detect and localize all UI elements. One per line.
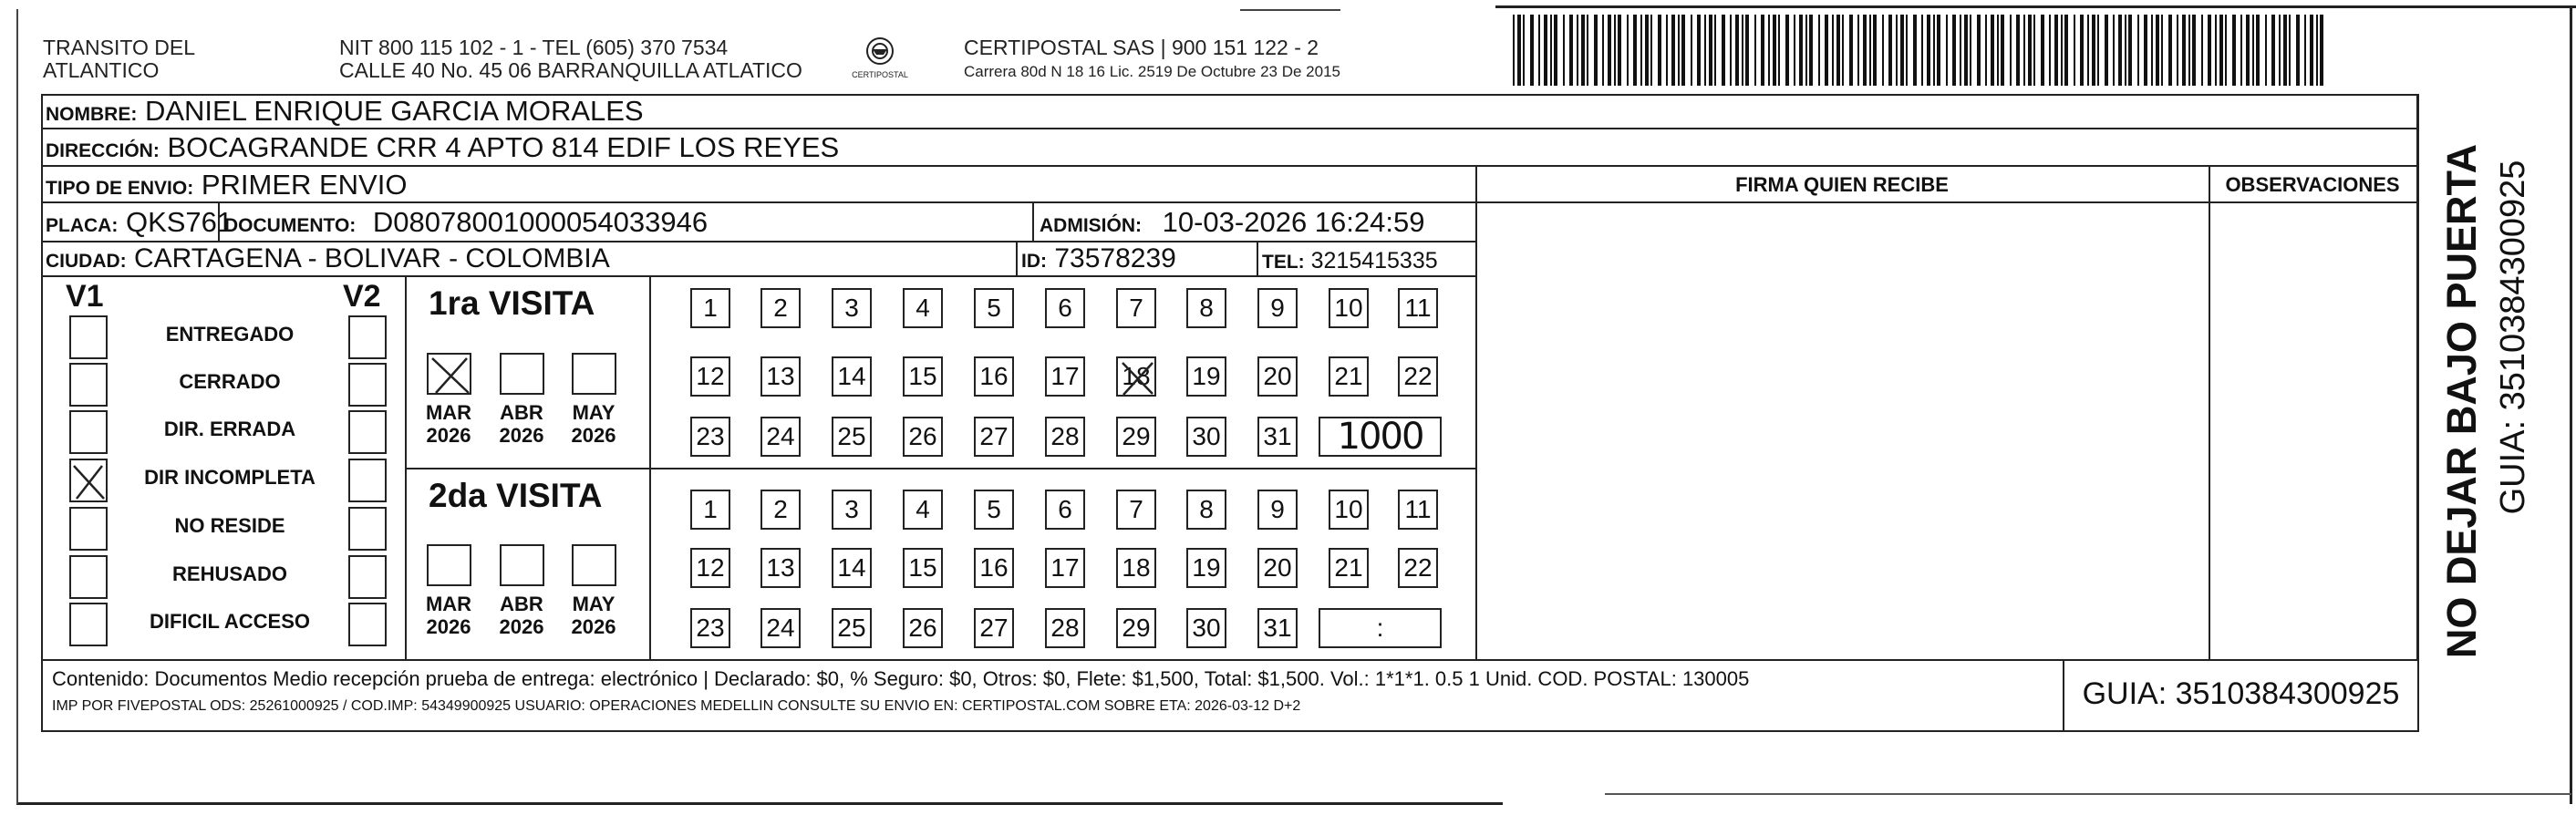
- barcode-bar: [1900, 15, 1904, 86]
- barcode-bar: [2240, 15, 2242, 86]
- direccion-label: DIRECCIÓN:: [46, 140, 160, 161]
- barcode-bar: [2144, 15, 2147, 86]
- barcode-bar: [1937, 15, 1940, 86]
- day-box[interactable]: 5: [974, 288, 1014, 328]
- tipo-value: PRIMER ENVIO: [201, 169, 408, 201]
- tel-field: [1262, 245, 1438, 278]
- barcode-bar: [1530, 15, 1534, 86]
- month-checkbox[interactable]: [427, 544, 471, 586]
- barcode-bar: [2201, 15, 2203, 86]
- side-guia: GUIA: 3510384300925: [2494, 160, 2532, 515]
- footer-guia: GUIA: 3510384300925: [2082, 676, 2400, 711]
- barcode-bar: [2161, 15, 2163, 86]
- barcode-bar: [2010, 15, 2012, 86]
- barcode-bar: [1671, 15, 1675, 86]
- barcode-bar: [1742, 15, 1743, 86]
- tipo-label: TIPO DE ENVIO:: [46, 178, 194, 199]
- placa-value: QKS761: [125, 206, 233, 238]
- day-box[interactable]: 27: [974, 608, 1014, 648]
- barcode-bar: [1722, 15, 1725, 86]
- tel-value: 3215415335: [1310, 248, 1438, 273]
- tel-label: TEL:: [1262, 252, 1305, 273]
- documento-label: DOCUMENTO:: [224, 215, 357, 236]
- barcode-bar: [1577, 15, 1578, 86]
- day-box[interactable]: 31: [1257, 608, 1298, 648]
- day-box[interactable]: 8: [1186, 490, 1226, 530]
- observations-divider: [2209, 165, 2210, 659]
- admision-divider: [1032, 201, 1034, 241]
- day-box[interactable]: 5: [974, 490, 1014, 530]
- id-divider: [1016, 241, 1018, 275]
- day-box[interactable]: 22: [1398, 548, 1438, 588]
- barcode-bar: [1697, 15, 1701, 86]
- barcode-bar: [1825, 15, 1828, 86]
- day-box[interactable]: 23: [690, 608, 730, 648]
- barcode-bar: [2049, 15, 2051, 86]
- svg-text:CERTIPOSTAL: CERTIPOSTAL: [852, 70, 908, 79]
- barcode-bar: [1960, 15, 1961, 86]
- day-box[interactable]: 13: [760, 356, 801, 397]
- scan-edge-top: [1495, 5, 2576, 8]
- month-label: MAR 2026: [425, 593, 472, 638]
- tipo-row: [46, 170, 407, 204]
- carrier-line: CERTIPOSTAL SAS | 900 151 122 - 2: [964, 36, 1319, 59]
- month-checkbox[interactable]: [500, 353, 544, 395]
- barcode-bar: [2001, 15, 2004, 86]
- barcode-bar: [1946, 15, 1948, 86]
- day-box[interactable]: 28: [1045, 417, 1085, 457]
- barcode-bar: [1836, 15, 1840, 86]
- day-box[interactable]: 10: [1329, 288, 1369, 328]
- barcode-bar: [1913, 15, 1917, 86]
- barcode-bar: [2246, 15, 2250, 86]
- barcode-bar: [1805, 15, 1807, 86]
- v2-checkbox[interactable]: [348, 507, 387, 551]
- nombre-row: [46, 96, 644, 130]
- month-label: MAY 2026: [571, 401, 616, 447]
- barcode-bar: [1768, 15, 1770, 86]
- barcode-bar: [2061, 15, 2063, 86]
- scan-edge-right: [2570, 5, 2572, 804]
- day-box[interactable]: 1: [690, 288, 730, 328]
- scan-edge-bottom-right: [1605, 793, 2571, 795]
- day-box[interactable]: 9: [1257, 490, 1298, 530]
- barcode-bar: [2188, 15, 2190, 86]
- day-box[interactable]: 30: [1186, 608, 1226, 648]
- barcode-bar: [1933, 15, 1935, 86]
- day-box[interactable]: 17: [1045, 356, 1085, 397]
- month-checkbox[interactable]: [500, 544, 544, 586]
- status-option-label: DIR. ERRADA: [163, 418, 296, 440]
- v1-checkbox[interactable]: [69, 603, 108, 646]
- barcode-bar: [2252, 15, 2254, 86]
- barcode-bar: [2033, 15, 2035, 86]
- barcode-bar: [1691, 15, 1692, 86]
- company-name-line1: TRANSITO DEL: [43, 36, 195, 59]
- barcode-bar: [2289, 15, 2291, 86]
- day-box[interactable]: 8: [1186, 288, 1226, 328]
- month-label: MAY 2026: [571, 593, 616, 638]
- nombre-value: DANIEL ENRIQUE GARCIA MORALES: [144, 95, 644, 127]
- day-box[interactable]: 14: [832, 548, 872, 588]
- day-box[interactable]: 31: [1257, 417, 1298, 457]
- status-option-label: ENTREGADO: [165, 323, 295, 346]
- barcode-bar: [2304, 15, 2306, 86]
- barcode-bar: [1863, 15, 1867, 86]
- admision-field: [1040, 207, 1424, 242]
- status-option-label: CERRADO: [179, 370, 281, 393]
- v2-checkbox[interactable]: [348, 603, 387, 646]
- barcode-bar: [1857, 15, 1859, 86]
- day-box[interactable]: 25: [832, 608, 872, 648]
- day-box[interactable]: 3: [832, 288, 872, 328]
- status-option-label: NO RESIDE: [174, 514, 285, 537]
- status-option-label: REHUSADO: [172, 562, 287, 585]
- ciudad-field: [46, 243, 610, 277]
- barcode-bar: [2064, 15, 2068, 86]
- barcode-bar: [1666, 15, 1668, 86]
- barcode-bar: [1627, 15, 1629, 86]
- barcode-bar: [1794, 15, 1795, 86]
- nombre-label: NOMBRE:: [46, 104, 138, 125]
- barcode-bar: [2080, 15, 2084, 86]
- month-checkbox[interactable]: [572, 353, 616, 395]
- barcode-bar: [1799, 15, 1803, 86]
- barcode-bar: [1818, 15, 1820, 86]
- barcode-bar: [1563, 15, 1565, 86]
- barcode-bar: [1614, 15, 1616, 86]
- day-box[interactable]: 18: [1116, 548, 1156, 588]
- admision-value: 10-03-2026 16:24:59: [1162, 206, 1425, 238]
- barcode-bar: [1678, 15, 1680, 86]
- barcode-bar: [2320, 15, 2323, 86]
- day-box[interactable]: 11: [1398, 490, 1438, 530]
- barcode-bar: [2208, 15, 2211, 86]
- barcode-bar: [1754, 15, 1756, 86]
- v1-checkbox[interactable]: [69, 410, 108, 454]
- barcode-bar: [1985, 15, 1987, 86]
- visit-separator: [405, 468, 1477, 469]
- barcode-bar: [1785, 15, 1789, 86]
- barcode-bar: [1650, 15, 1652, 86]
- barcode-bar: [2283, 15, 2287, 86]
- day-box[interactable]: 28: [1045, 608, 1085, 648]
- barcode-bar: [1921, 15, 1923, 86]
- v1-checkbox[interactable]: [69, 555, 108, 599]
- status-option-label: DIR INCOMPLETA: [144, 466, 316, 489]
- barcode-bar: [1544, 15, 1547, 86]
- day-box[interactable]: 1: [690, 490, 730, 530]
- barcode-bar: [2296, 15, 2300, 86]
- company-name-line2: ATLANTICO: [43, 58, 160, 82]
- barcode-bar: [2265, 15, 2267, 86]
- v1-header: V1: [66, 279, 104, 314]
- day-box[interactable]: 16: [974, 356, 1014, 397]
- month-label: ABR 2026: [499, 593, 544, 638]
- day-box[interactable]: 15: [903, 356, 943, 397]
- footer-contenido: Contenido: Documentos Medio recepción prueba de entrega: electrónico | Declarado: $0, % Seguro: $0, Otros: $0, Flete: $1,500, Total: $1,500. Vol.: 1*1*1. 0.5 1 Unid. COD. POSTAL: 130005: [52, 667, 1750, 690]
- barcode-bar: [1581, 15, 1585, 86]
- day-box[interactable]: 20: [1257, 356, 1298, 397]
- barcode-bar: [2041, 15, 2044, 86]
- barcode-bar: [2087, 15, 2089, 86]
- barcode-bar: [1832, 15, 1834, 86]
- day-box[interactable]: 9: [1257, 288, 1298, 328]
- barcode-bar: [2279, 15, 2281, 86]
- v2-checkbox[interactable]: [348, 363, 387, 407]
- barcode-bar: [1709, 15, 1712, 86]
- barcode-bar: [1602, 15, 1604, 86]
- v2-checkbox[interactable]: [348, 459, 387, 502]
- day-box[interactable]: 14: [832, 356, 872, 397]
- barcode-bar: [1569, 15, 1573, 86]
- day-box[interactable]: 4: [903, 490, 943, 530]
- day-box[interactable]: 21: [1329, 356, 1369, 397]
- carrier-sub: Carrera 80d N 18 16 Lic. 2519 De Octubre 23 De 2015: [964, 63, 1340, 80]
- placa-field: [46, 207, 233, 242]
- v1-checkbox[interactable]: [69, 315, 108, 359]
- day-box[interactable]: 19: [1186, 548, 1226, 588]
- scan-edge-left: [16, 9, 18, 804]
- day-box[interactable]: 12: [690, 548, 730, 588]
- day-box[interactable]: 13: [760, 548, 801, 588]
- day-box[interactable]: 2: [760, 490, 801, 530]
- day-box[interactable]: 24: [760, 608, 801, 648]
- barcode-bar: [1681, 15, 1685, 86]
- barcode-bar: [1906, 15, 1908, 86]
- barcode-bar: [1970, 15, 1971, 86]
- barcode-bar: [2028, 15, 2032, 86]
- barcode-bar: [2074, 15, 2075, 86]
- barcode-bar: [1882, 15, 1884, 86]
- barcode-bar: [1888, 15, 1892, 86]
- side-no-dejar: NO DEJAR BAJO PUERTA: [2438, 143, 2485, 659]
- barcode-bar: [2182, 15, 2186, 86]
- day-box[interactable]: 12: [690, 356, 730, 397]
- barcode-bar: [1608, 15, 1611, 86]
- barcode-bar: [1587, 15, 1588, 86]
- barcode-bar: [2192, 15, 2196, 86]
- barcode-bar: [2097, 15, 2099, 86]
- barcode-bar: [1618, 15, 1621, 86]
- barcode-bar: [1645, 15, 1649, 86]
- scan-edge-bottom: [16, 802, 1503, 805]
- day-box[interactable]: 24: [760, 417, 801, 457]
- certipostal-logo: [843, 36, 916, 81]
- day-box[interactable]: 6: [1045, 490, 1085, 530]
- barcode-bar: [2092, 15, 2095, 86]
- barcode-bar: [1550, 15, 1552, 86]
- ciudad-value: CARTAGENA - BOLIVAR - COLOMBIA: [134, 243, 610, 273]
- day-box[interactable]: 23: [690, 417, 730, 457]
- status-divider: [405, 275, 407, 659]
- direccion-value: BOCAGRANDE CRR 4 APTO 814 EDIF LOS REYES: [167, 131, 840, 163]
- barcode-bar: [2219, 15, 2223, 86]
- day-box[interactable]: 29: [1116, 608, 1156, 648]
- day-box[interactable]: 29: [1116, 417, 1156, 457]
- observaciones-label: OBSERVACIONES: [2225, 173, 2400, 196]
- month-label: ABR 2026: [499, 401, 544, 447]
- tel-divider: [1257, 241, 1258, 275]
- placa-label: PLACA:: [46, 215, 119, 236]
- id-label: ID:: [1021, 251, 1047, 272]
- day-box[interactable]: 15: [903, 548, 943, 588]
- day-box[interactable]: 11: [1398, 288, 1438, 328]
- barcode-bar: [2125, 15, 2126, 86]
- barcode-bar: [1869, 15, 1871, 86]
- nit-line: NIT 800 115 102 - 1 - TEL (605) 370 7534: [339, 36, 729, 59]
- id-field: [1021, 243, 1176, 277]
- month-checkbox[interactable]: [427, 353, 471, 395]
- barcode-bar: [2113, 15, 2115, 86]
- barcode-bar: [1952, 15, 1956, 86]
- barcode-bar: [1714, 15, 1716, 86]
- right-border-inner: [2416, 94, 2418, 659]
- day-box[interactable]: 2: [760, 288, 801, 328]
- day-box[interactable]: 10: [1329, 490, 1369, 530]
- firma-label: FIRMA QUIEN RECIBE: [1735, 173, 1949, 196]
- v1-checkbox[interactable]: [69, 363, 108, 407]
- company-name: [43, 36, 195, 82]
- time-box-second[interactable]: :: [1319, 608, 1442, 648]
- barcode-bar: [2054, 15, 2058, 86]
- id-value: 73578239: [1054, 243, 1176, 273]
- barcode-bar: [1730, 15, 1732, 86]
- month-checkbox[interactable]: [572, 544, 616, 586]
- barcode-bar: [2105, 15, 2108, 86]
- day-box[interactable]: 26: [903, 608, 943, 648]
- day-box[interactable]: 4: [903, 288, 943, 328]
- sender-info: [339, 36, 802, 82]
- barcode-bar: [2151, 15, 2153, 86]
- v2-header: V2: [343, 279, 381, 314]
- direccion-row: [46, 132, 839, 167]
- barcode-bar: [2256, 15, 2260, 86]
- barcode-bar: [1761, 15, 1764, 86]
- barcode-bar: [2168, 15, 2172, 86]
- barcode-bar: [1997, 15, 1999, 86]
- barcode-bar: [2310, 15, 2313, 86]
- barcode-bar: [1658, 15, 1661, 86]
- carrier-info: [964, 36, 1340, 80]
- scan-mark: [1240, 9, 1340, 11]
- footer-imp: IMP POR FIVEPOSTAL ODS: 25261000925 / COD.IMP: 54349900925 USUARIO: OPERACIONES MEDELLIN CONSULTE SU ENVIO EN: CERTIPOSTAL.COM SOBRE ETA: 2026-03-12 D+2: [52, 698, 1301, 714]
- barcode-bar: [2156, 15, 2159, 86]
- first-visit-label: 1ra VISITA: [429, 284, 595, 322]
- barcode-bar: [1842, 15, 1844, 86]
- ciudad-label: CIUDAD:: [46, 251, 127, 272]
- day-box[interactable]: 22: [1398, 356, 1438, 397]
- v1-checkbox[interactable]: [69, 507, 108, 551]
- day-box[interactable]: 18: [1116, 356, 1156, 397]
- barcode-bar: [1991, 15, 1994, 86]
- time-box-first[interactable]: 1000: [1319, 417, 1442, 457]
- barcode-bar: [1977, 15, 1981, 86]
- v2-checkbox[interactable]: [348, 315, 387, 359]
- barcode-bar: [2118, 15, 2122, 86]
- barcode-bar: [1538, 15, 1540, 86]
- barcode-bar: [1640, 15, 1642, 86]
- month-label: MAR 2026: [425, 401, 472, 447]
- barcode-bar: [2128, 15, 2132, 86]
- v1-checkbox[interactable]: [69, 459, 108, 502]
- day-box[interactable]: 6: [1045, 288, 1085, 328]
- barcode-bar: [1594, 15, 1598, 86]
- day-box[interactable]: 20: [1257, 548, 1298, 588]
- day-box[interactable]: 25: [832, 417, 872, 457]
- barcode: [1509, 11, 2330, 88]
- day-box[interactable]: 27: [974, 417, 1014, 457]
- barcode-bar: [1927, 15, 1930, 86]
- barcode-bar: [2232, 15, 2236, 86]
- day-box[interactable]: 16: [974, 548, 1014, 588]
- barcode-bar: [1513, 15, 1515, 86]
- barcode-bar: [1633, 15, 1637, 86]
- barcode-bar: [2016, 15, 2020, 86]
- day-box[interactable]: 30: [1186, 417, 1226, 457]
- barcode-bar: [1517, 15, 1521, 86]
- v2-checkbox[interactable]: [348, 555, 387, 599]
- barcode-bar: [2271, 15, 2275, 86]
- barcode-bar: [1778, 15, 1780, 86]
- second-visit-label: 2da VISITA: [429, 477, 603, 514]
- barcode-bar: [1773, 15, 1776, 86]
- barcode-bar: [1523, 15, 1525, 86]
- documento-value: D08078001000054033946: [372, 206, 709, 238]
- barcode-bar: [1554, 15, 1557, 86]
- barcode-bar: [2225, 15, 2227, 86]
- documento-field: [224, 207, 708, 242]
- barcode-bar: [1745, 15, 1749, 86]
- barcode-bar: [2023, 15, 2025, 86]
- day-box[interactable]: 7: [1116, 490, 1156, 530]
- day-box[interactable]: 21: [1329, 548, 1369, 588]
- status-option-label: DIFICIL ACCESO: [149, 610, 310, 633]
- day-box[interactable]: 3: [832, 490, 872, 530]
- sender-address-line: CALLE 40 No. 45 06 BARRANQUILLA ATLATICO: [339, 58, 802, 82]
- day-box[interactable]: 7: [1116, 288, 1156, 328]
- v2-checkbox[interactable]: [348, 410, 387, 454]
- admision-label: ADMISIÓN:: [1040, 215, 1142, 236]
- barcode-bar: [2316, 15, 2318, 86]
- day-box[interactable]: 17: [1045, 548, 1085, 588]
- barcode-bar: [1735, 15, 1739, 86]
- signature-divider: [1475, 165, 1477, 659]
- day-box[interactable]: 26: [903, 417, 943, 457]
- barcode-bar: [1849, 15, 1853, 86]
- barcode-bar: [1704, 15, 1706, 86]
- barcode-bar: [1896, 15, 1898, 86]
- barcode-bar: [2137, 15, 2139, 86]
- day-box[interactable]: 19: [1186, 356, 1226, 397]
- barcode-bar: [1809, 15, 1813, 86]
- barcode-bar: [1964, 15, 1968, 86]
- barcode-bar: [2215, 15, 2217, 86]
- barcode-bar: [1873, 15, 1877, 86]
- barcode-bar: [2177, 15, 2178, 86]
